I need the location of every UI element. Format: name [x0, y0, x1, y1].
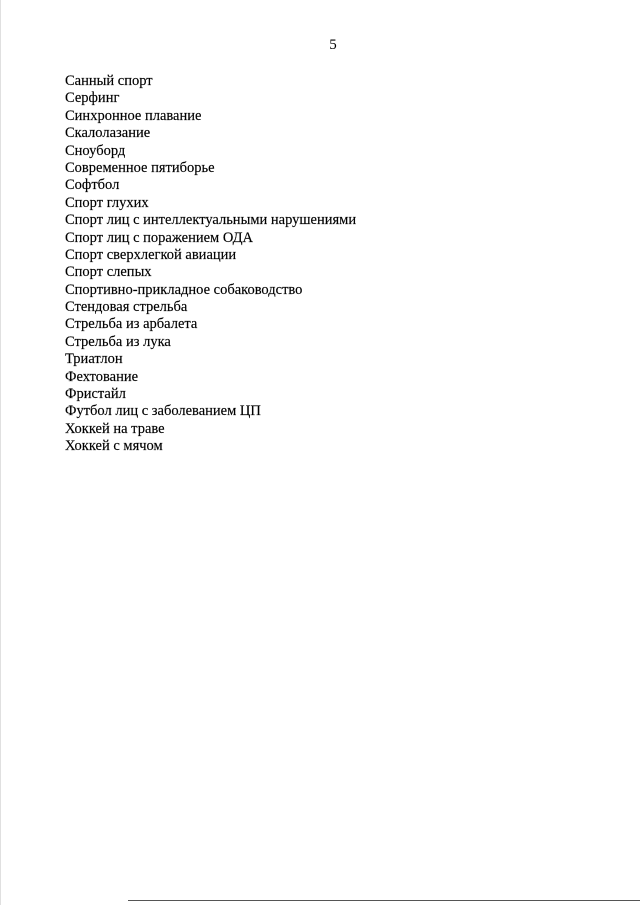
list-item: Стрельба из лука — [65, 333, 171, 350]
sports-list — [65, 73, 356, 456]
page-bottom-divider — [128, 900, 640, 901]
list-item: Спорт лиц с поражением ОДА — [65, 229, 253, 246]
list-item: Фехтование — [65, 368, 139, 385]
list-item: Хоккей с мячом — [65, 438, 163, 455]
list-item: Спорт глухих — [65, 194, 149, 211]
list-item: Современное пятиборье — [65, 159, 215, 176]
list-item: Стендовая стрельба — [65, 299, 188, 316]
list-item: Стрельба из арбалета — [65, 316, 198, 333]
list-item: Серфинг — [65, 90, 120, 107]
page-number: 5 — [329, 37, 337, 53]
list-item: Спорт сверхлегкой авиации — [65, 246, 237, 263]
list-item: Футбол лиц с заболеванием ЦП — [65, 403, 261, 420]
list-item: Триатлон — [65, 351, 123, 368]
list-item: Спорт лиц с интеллектуальными нарушениями — [65, 212, 357, 229]
scan-edge — [0, 0, 1, 905]
list-item: Спортивно-прикладное собаководство — [65, 281, 303, 298]
list-item: Спорт слепых — [65, 264, 152, 281]
list-item: Сноуборд — [65, 142, 126, 159]
list-item: Хоккей на траве — [65, 420, 165, 437]
list-item: Софтбол — [65, 177, 120, 194]
list-item: Скалолазание — [65, 125, 151, 142]
list-item: Санный спорт — [65, 73, 153, 89]
list-item: Синхронное плавание — [65, 107, 202, 124]
list-item: Фристайл — [65, 386, 126, 403]
